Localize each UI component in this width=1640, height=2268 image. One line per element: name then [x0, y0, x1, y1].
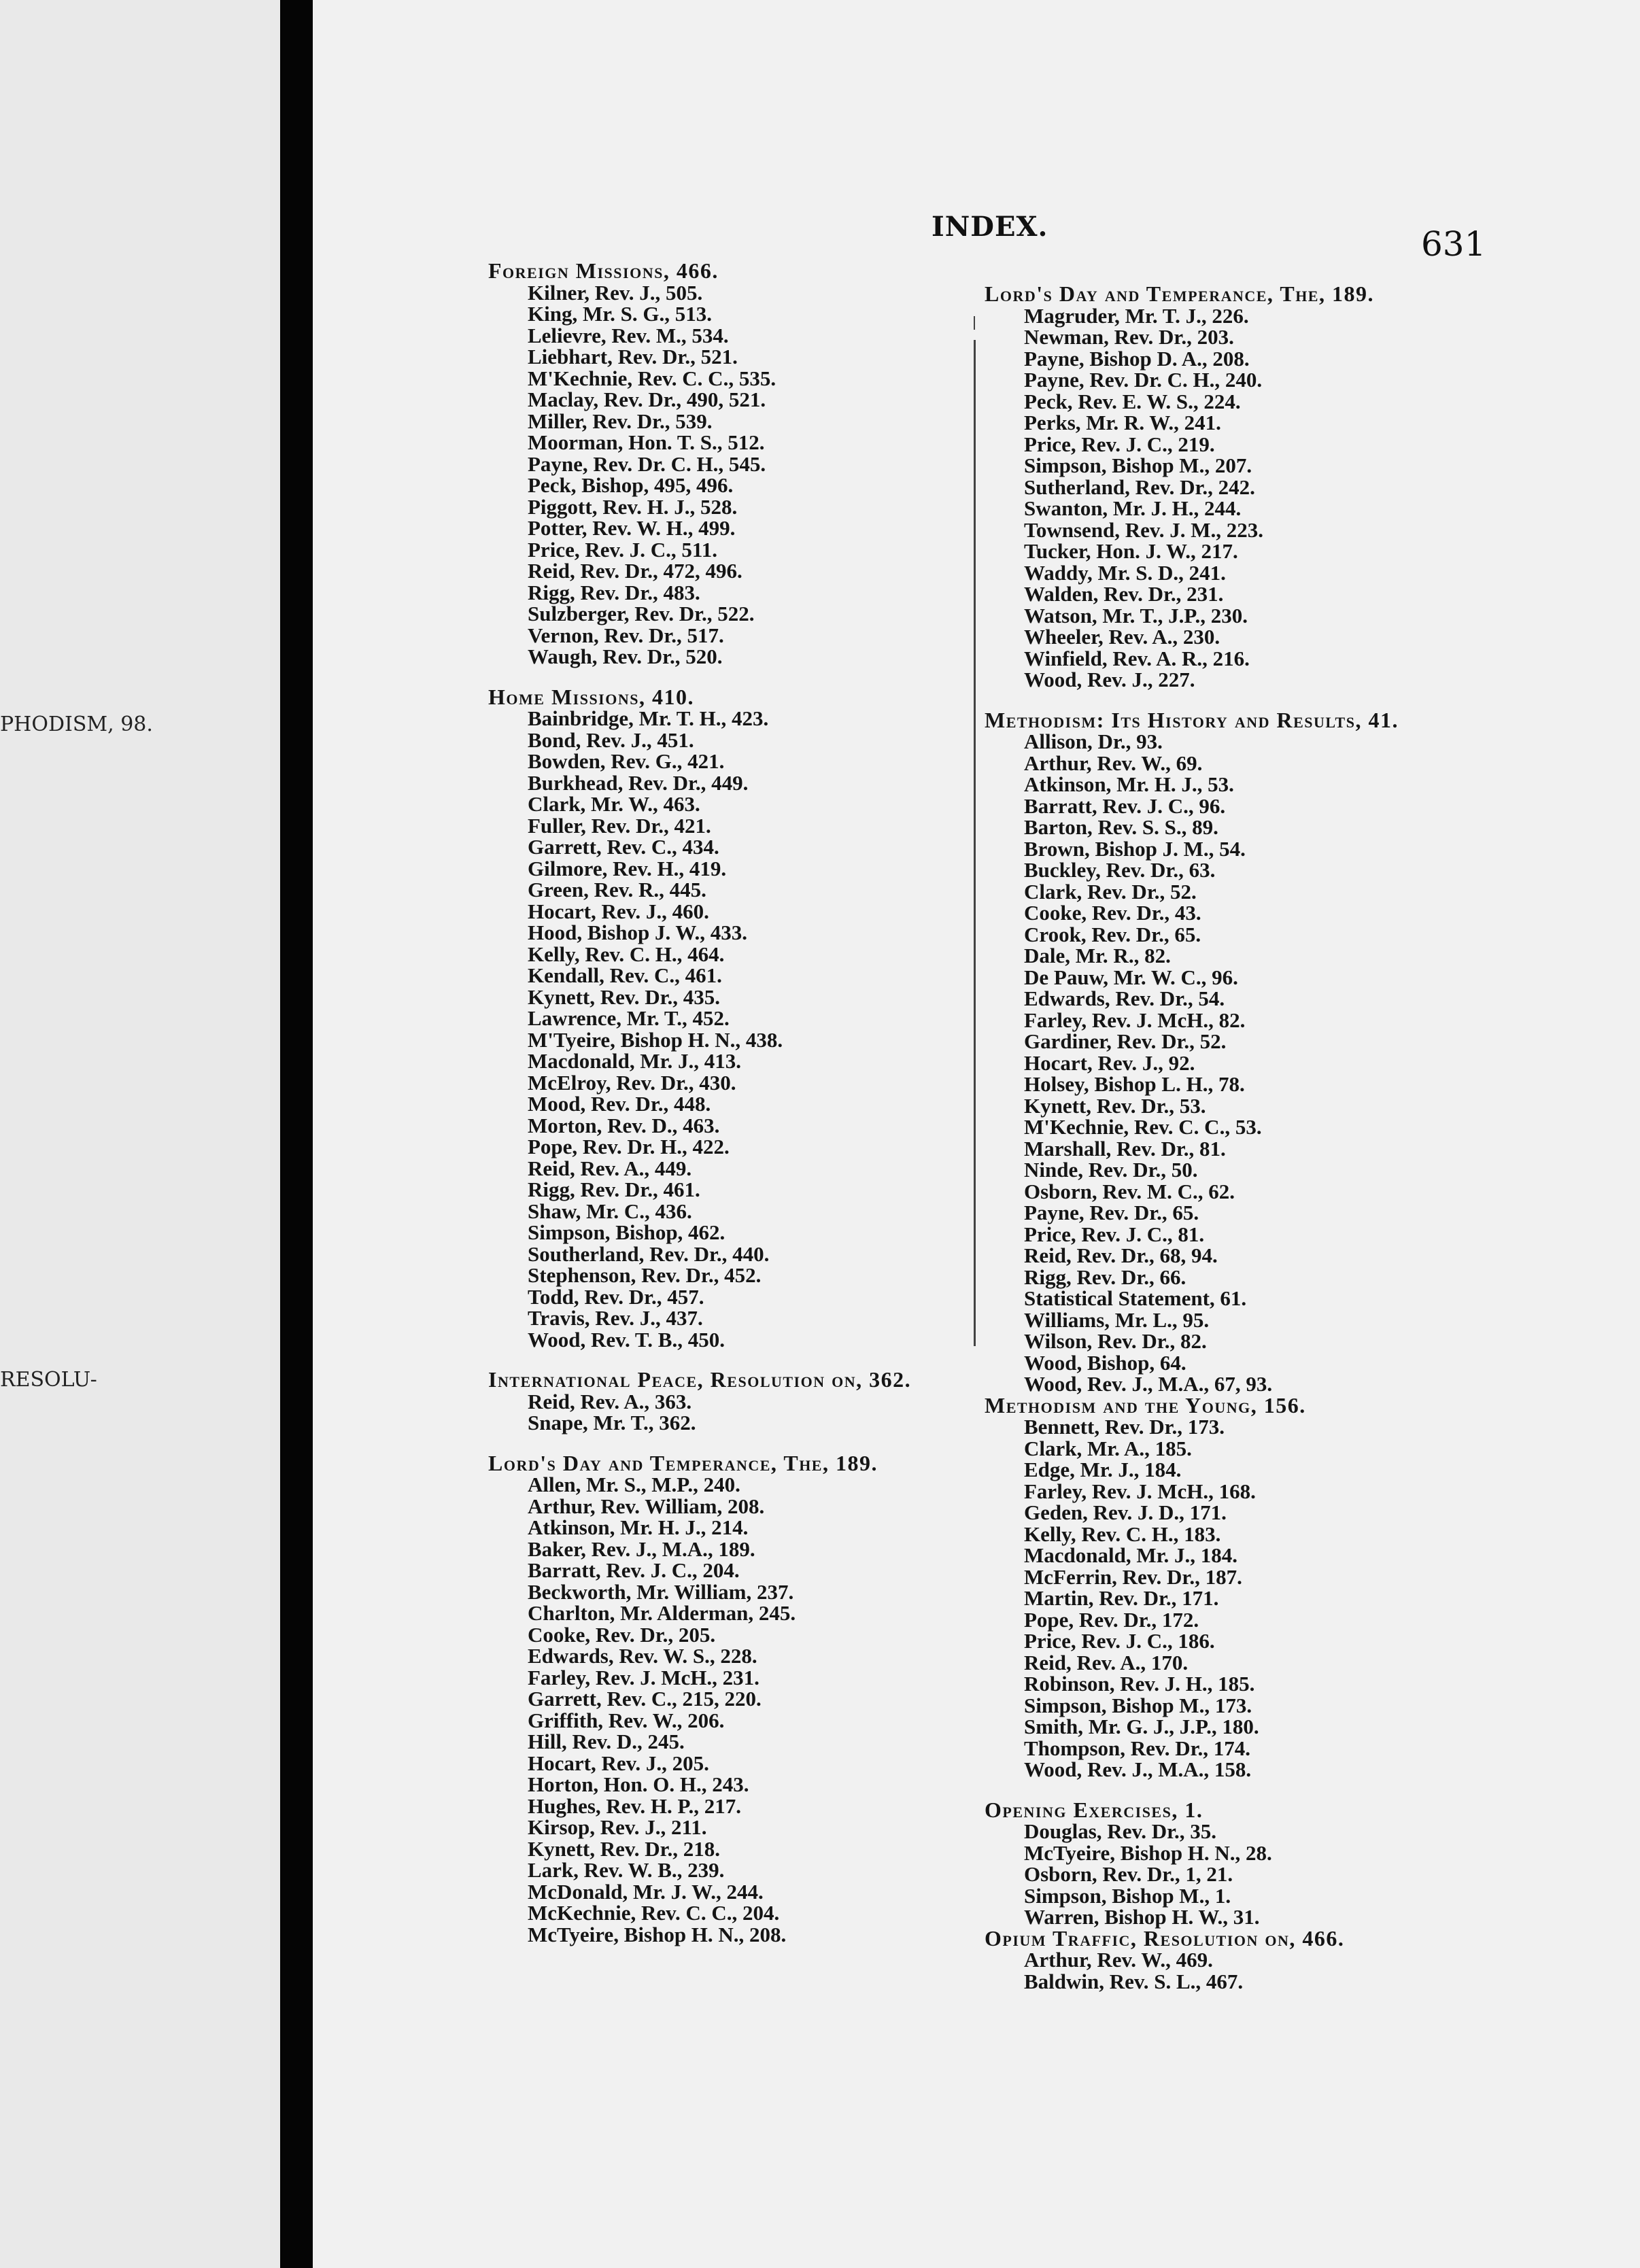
index-entry: Simpson, Bishop, 462. — [528, 1220, 725, 1244]
index-entry: Baker, Rev. J., M.A., 189. — [528, 1536, 755, 1561]
book-spine — [280, 0, 313, 2268]
index-entry: Warren, Bishop H. W., 31. — [1024, 1905, 1260, 1929]
page-number: 631 — [1421, 224, 1486, 264]
index-entry: Smith, Mr. G. J., J.P., 180. — [1024, 1715, 1259, 1738]
index-heading: Home Missions, 410. — [488, 684, 694, 709]
index-section — [985, 1925, 1460, 1993]
index-entry: Cooke, Rev. Dr., 205. — [528, 1622, 716, 1647]
section-spacer — [488, 668, 957, 687]
index-entry: Simpson, Bishop M., 207. — [1024, 453, 1252, 477]
index-entry: Pope, Rev. Dr. H., 422. — [528, 1135, 730, 1158]
index-entry: Moorman, Hon. T. S., 512. — [528, 430, 765, 454]
index-entry: Simpson, Bishop M., 173. — [1024, 1693, 1252, 1717]
index-entry: Farley, Rev. J. McH., 82. — [1024, 1008, 1246, 1032]
index-entry: Wood, Rev. T. B., 450. — [528, 1327, 725, 1352]
index-heading: Methodism and the Young, 156. — [985, 1392, 1306, 1418]
index-entry: Wheeler, Rev. A., 230. — [1024, 625, 1220, 649]
index-entry: Vernon, Rev. Dr., 517. — [528, 623, 724, 647]
index-section — [985, 1797, 1460, 1929]
index-entry: Peck, Bishop, 495, 496. — [528, 473, 734, 497]
index-entry: Snape, Mr. T., 362. — [528, 1411, 696, 1434]
index-entry: Lawrence, Mr. T., 452. — [528, 1006, 730, 1030]
index-entry: Kendall, Rev. C., 461. — [528, 963, 722, 987]
index-heading: International Peace, Resolution on, 362. — [488, 1367, 912, 1392]
index-heading: Opium Traffic, Resolution on, 466. — [985, 1925, 1345, 1951]
index-entry: Arthur, Rev. William, 208. — [528, 1494, 765, 1518]
index-entry: Farley, Rev. J. McH., 168. — [1024, 1479, 1256, 1503]
index-entry: Newman, Rev. Dr., 203. — [1024, 325, 1234, 349]
index-entry: Piggott, Rev. H. J., 528. — [528, 494, 738, 519]
index-entry: McDonald, Mr. J. W., 244. — [528, 1879, 764, 1904]
index-entry: De Pauw, Mr. W. C., 96. — [1024, 965, 1238, 989]
index-entry: Arthur, Rev. W., 469. — [1024, 1948, 1213, 1972]
index-entry: Thompson, Rev. Dr., 174. — [1024, 1736, 1251, 1760]
index-entry: Garrett, Rev. C., 215, 220. — [528, 1687, 762, 1711]
index-entry: Gardiner, Rev. Dr., 52. — [1024, 1029, 1227, 1053]
index-column-right — [985, 281, 1460, 1993]
index-section — [985, 1392, 1460, 1781]
index-entry: Barratt, Rev. J. C., 204. — [528, 1558, 740, 1582]
index-entry: Hocart, Rev. J., 92. — [1024, 1050, 1195, 1075]
index-entry: Atkinson, Mr. H. J., 214. — [528, 1515, 749, 1539]
index-entry: Farley, Rev. J. McH., 231. — [528, 1665, 759, 1689]
index-entry: Kirsop, Rev. J., 211. — [528, 1815, 707, 1839]
index-heading: Lord's Day and Temperance, The, 189. — [985, 281, 1374, 306]
index-entry: Lark, Rev. W. B., 239. — [528, 1858, 725, 1882]
index-entry: Arthur, Rev. W., 69. — [1024, 751, 1203, 775]
index-entry: Clark, Mr. W., 463. — [528, 792, 700, 816]
index-entry: Beckworth, Mr. William, 237. — [528, 1579, 794, 1604]
index-entry: Clark, Rev. Dr., 52. — [1024, 879, 1197, 904]
index-entry: Bainbridge, Mr. T. H., 423. — [528, 706, 769, 730]
index-entry: Hocart, Rev. J., 205. — [528, 1751, 709, 1775]
index-entry: Edge, Mr. J., 184. — [1024, 1458, 1182, 1481]
index-entry: Southerland, Rev. Dr., 440. — [528, 1241, 770, 1266]
index-entry: Wood, Rev. J., M.A., 158. — [1024, 1757, 1252, 1781]
index-entry: Simpson, Bishop M., 1. — [1024, 1883, 1231, 1908]
index-entry: Douglas, Rev. Dr., 35. — [1024, 1819, 1217, 1843]
index-entry: Reid, Rev. A., 363. — [528, 1389, 692, 1413]
index-entry: Baldwin, Rev. S. L., 467. — [1024, 1969, 1244, 1993]
index-entry: Wood, Bishop, 64. — [1024, 1350, 1186, 1375]
index-entry: Rigg, Rev. Dr., 66. — [1024, 1265, 1186, 1289]
index-section — [488, 684, 957, 1352]
index-entry: Shaw, Mr. C., 436. — [528, 1199, 692, 1223]
index-entry: Sulzberger, Rev. Dr., 522. — [528, 602, 755, 625]
index-entry: M'Tyeire, Bishop H. N., 438. — [528, 1027, 783, 1052]
index-entry: Allison, Dr., 93. — [1024, 729, 1163, 753]
index-entry: Geden, Rev. J. D., 171. — [1024, 1500, 1227, 1524]
index-entry: Burkhead, Rev. Dr., 449. — [528, 770, 749, 795]
index-entry: Tucker, Hon. J. W., 217. — [1024, 539, 1238, 563]
index-entry: Barratt, Rev. J. C., 96. — [1024, 793, 1226, 818]
section-spacer — [488, 1350, 957, 1369]
index-entry: Buckley, Rev. Dr., 63. — [1024, 858, 1216, 882]
index-entry: Price, Rev. J. C., 219. — [1024, 432, 1215, 456]
index-entry: Winfield, Rev. A. R., 216. — [1024, 646, 1250, 670]
index-entry: Swanton, Mr. J. H., 244. — [1024, 496, 1242, 520]
index-entry: Waddy, Mr. S. D., 241. — [1024, 560, 1226, 585]
index-entry: Crook, Rev. Dr., 65. — [1024, 922, 1201, 946]
index-entry: Townsend, Rev. J. M., 223. — [1024, 517, 1263, 542]
index-entry: Kynett, Rev. Dr., 53. — [1024, 1093, 1206, 1118]
index-entry: Hughes, Rev. H. P., 217. — [528, 1793, 742, 1818]
index-entry: McFerrin, Rev. Dr., 187. — [1024, 1564, 1242, 1589]
index-entry: Payne, Rev. Dr. C. H., 545. — [528, 451, 766, 476]
index-entry: King, Mr. S. G., 513. — [528, 302, 712, 326]
left-page-fragment: PHODISM, 98. — [0, 712, 153, 736]
index-entry: Clark, Mr. A., 185. — [1024, 1436, 1192, 1460]
index-entry: Wood, Rev. J., 227. — [1024, 668, 1195, 691]
index-entry: Kilner, Rev. J., 505. — [528, 280, 703, 305]
index-heading: Opening Exercises, 1. — [985, 1797, 1203, 1822]
index-entry: Watson, Mr. T., J.P., 230. — [1024, 603, 1248, 628]
index-entry: Reid, Rev. Dr., 472, 496. — [528, 559, 742, 583]
index-entry: Waugh, Rev. Dr., 520. — [528, 645, 723, 668]
index-section — [985, 281, 1460, 691]
index-entry: Price, Rev. J. C., 511. — [528, 537, 717, 562]
index-entry: Travis, Rev. J., 437. — [528, 1306, 703, 1330]
index-entry: Brown, Bishop J. M., 54. — [1024, 836, 1246, 861]
index-entry: Edwards, Rev. Dr., 54. — [1024, 986, 1225, 1010]
index-entry: Griffith, Rev. W., 206. — [528, 1708, 725, 1732]
index-entry: Kynett, Rev. Dr., 218. — [528, 1836, 720, 1861]
index-entry: Maclay, Rev. Dr., 490, 521. — [528, 388, 766, 411]
page-title: INDEX. — [932, 211, 1048, 243]
index-entry: Kelly, Rev. C. H., 183. — [1024, 1522, 1221, 1546]
index-entry: Osborn, Rev. M. C., 62. — [1024, 1179, 1235, 1203]
index-entry: Magruder, Mr. T. J., 226. — [1024, 303, 1249, 328]
index-entry: Todd, Rev. Dr., 457. — [528, 1284, 704, 1309]
index-entry: McTyeire, Bishop H. N., 208. — [528, 1922, 787, 1946]
index-entry: Green, Rev. R., 445. — [528, 878, 706, 901]
section-spacer — [985, 691, 1460, 710]
index-entry: Rigg, Rev. Dr., 483. — [528, 580, 700, 604]
index-section — [488, 260, 957, 668]
index-entry: Reid, Rev. Dr., 68, 94. — [1024, 1243, 1218, 1267]
index-entry: Miller, Rev. Dr., 539. — [528, 409, 713, 433]
index-entry: Reid, Rev. A., 170. — [1024, 1650, 1189, 1674]
index-entry: McTyeire, Bishop H. N., 28. — [1024, 1840, 1272, 1865]
index-entry: Liebhart, Rev. Dr., 521. — [528, 345, 738, 368]
index-entry: McElroy, Rev. Dr., 430. — [528, 1070, 736, 1095]
index-heading: Methodism: Its History and Results, 41. — [985, 707, 1399, 732]
section-spacer — [488, 1434, 957, 1453]
index-entry: Wood, Rev. J., M.A., 67, 93. — [1024, 1372, 1273, 1396]
index-entry: Ninde, Rev. Dr., 50. — [1024, 1158, 1198, 1182]
index-entry: Cooke, Rev. Dr., 43. — [1024, 901, 1201, 925]
index-entry: Macdonald, Mr. J., 413. — [528, 1049, 742, 1073]
index-entry: Charlton, Mr. Alderman, 245. — [528, 1601, 796, 1625]
index-entry: Atkinson, Mr. H. J., 53. — [1024, 772, 1234, 796]
index-entry: Lelievre, Rev. M., 534. — [528, 323, 729, 347]
index-entry: Bowden, Rev. G., 421. — [528, 749, 725, 773]
index-entry: Mood, Rev. Dr., 448. — [528, 1092, 711, 1116]
index-entry: Potter, Rev. W. H., 499. — [528, 516, 736, 540]
index-entry: Hood, Bishop J. W., 433. — [528, 921, 748, 944]
index-entry: Allen, Mr. S., M.P., 240. — [528, 1473, 740, 1496]
index-entry: Garrett, Rev. C., 434. — [528, 835, 719, 859]
index-entry: Gilmore, Rev. H., 419. — [528, 856, 727, 880]
index-entry: Dale, Mr. R., 82. — [1024, 944, 1171, 967]
index-entry: Barton, Rev. S. S., 89. — [1024, 815, 1218, 839]
index-heading: Foreign Missions, 466. — [488, 258, 719, 283]
index-entry: Osborn, Rev. Dr., 1, 21. — [1024, 1862, 1233, 1886]
index-entry: Reid, Rev. A., 449. — [528, 1156, 692, 1180]
index-section — [985, 707, 1460, 1396]
index-entry: Peck, Rev. E. W. S., 224. — [1024, 389, 1241, 413]
column-divider — [974, 340, 976, 1346]
index-entry: Martin, Rev. Dr., 171. — [1024, 1586, 1219, 1610]
index-entry: Price, Rev. J. C., 81. — [1024, 1222, 1205, 1246]
section-spacer — [985, 1781, 1460, 1800]
left-page — [0, 0, 280, 2268]
index-entry: Perks, Mr. R. W., 241. — [1024, 411, 1221, 434]
index-entry: Price, Rev. J. C., 186. — [1024, 1629, 1215, 1653]
index-entry: Stephenson, Rev. Dr., 452. — [528, 1263, 762, 1287]
index-entry: Bond, Rev. J., 451. — [528, 727, 694, 752]
index-entry: Hocart, Rev. J., 460. — [528, 899, 709, 923]
index-entry: Payne, Rev. Dr. C. H., 240. — [1024, 368, 1263, 392]
index-entry: Bennett, Rev. Dr., 173. — [1024, 1415, 1225, 1439]
index-entry: Hill, Rev. D., 245. — [528, 1730, 685, 1753]
index-entry: Kelly, Rev. C. H., 464. — [528, 942, 725, 966]
index-entry: Morton, Rev. D., 463. — [528, 1113, 720, 1137]
column-divider — [974, 316, 975, 330]
index-entry: Williams, Mr. L., 95. — [1024, 1307, 1210, 1332]
index-entry: Horton, Hon. O. H., 243. — [528, 1772, 749, 1796]
index-section — [488, 1369, 957, 1434]
index-entry: M'Kechnie, Rev. C. C., 53. — [1024, 1115, 1262, 1139]
index-entry: Payne, Bishop D. A., 208. — [1024, 346, 1250, 371]
index-entry: Edwards, Rev. W. S., 228. — [528, 1644, 757, 1668]
index-entry: Fuller, Rev. Dr., 421. — [528, 813, 711, 838]
index-entry: Macdonald, Mr. J., 184. — [1024, 1543, 1238, 1567]
index-entry: Sutherland, Rev. Dr., 242. — [1024, 475, 1255, 499]
index-entry: M'Kechnie, Rev. C. C., 535. — [528, 366, 776, 390]
index-entry: Walden, Rev. Dr., 231. — [1024, 582, 1224, 606]
index-entry: Payne, Rev. Dr., 65. — [1024, 1201, 1199, 1224]
index-section — [488, 1450, 957, 1946]
index-heading: Lord's Day and Temperance, The, 189. — [488, 1450, 878, 1475]
index-entry: Holsey, Bishop L. H., 78. — [1024, 1072, 1245, 1096]
left-page-fragment: RESOLU- — [0, 1368, 97, 1392]
index-entry: Robinson, Rev. J. H., 185. — [1024, 1672, 1255, 1696]
index-entry: Wilson, Rev. Dr., 82. — [1024, 1329, 1207, 1353]
index-entry: Rigg, Rev. Dr., 461. — [528, 1178, 700, 1201]
index-entry: Statistical Statement, 61. — [1024, 1286, 1247, 1310]
index-entry: Marshall, Rev. Dr., 81. — [1024, 1136, 1226, 1161]
index-column-left — [488, 260, 957, 1945]
index-entry: McKechnie, Rev. C. C., 204. — [528, 1901, 780, 1925]
index-entry: Kynett, Rev. Dr., 435. — [528, 984, 720, 1009]
index-entry: Pope, Rev. Dr., 172. — [1024, 1607, 1199, 1632]
